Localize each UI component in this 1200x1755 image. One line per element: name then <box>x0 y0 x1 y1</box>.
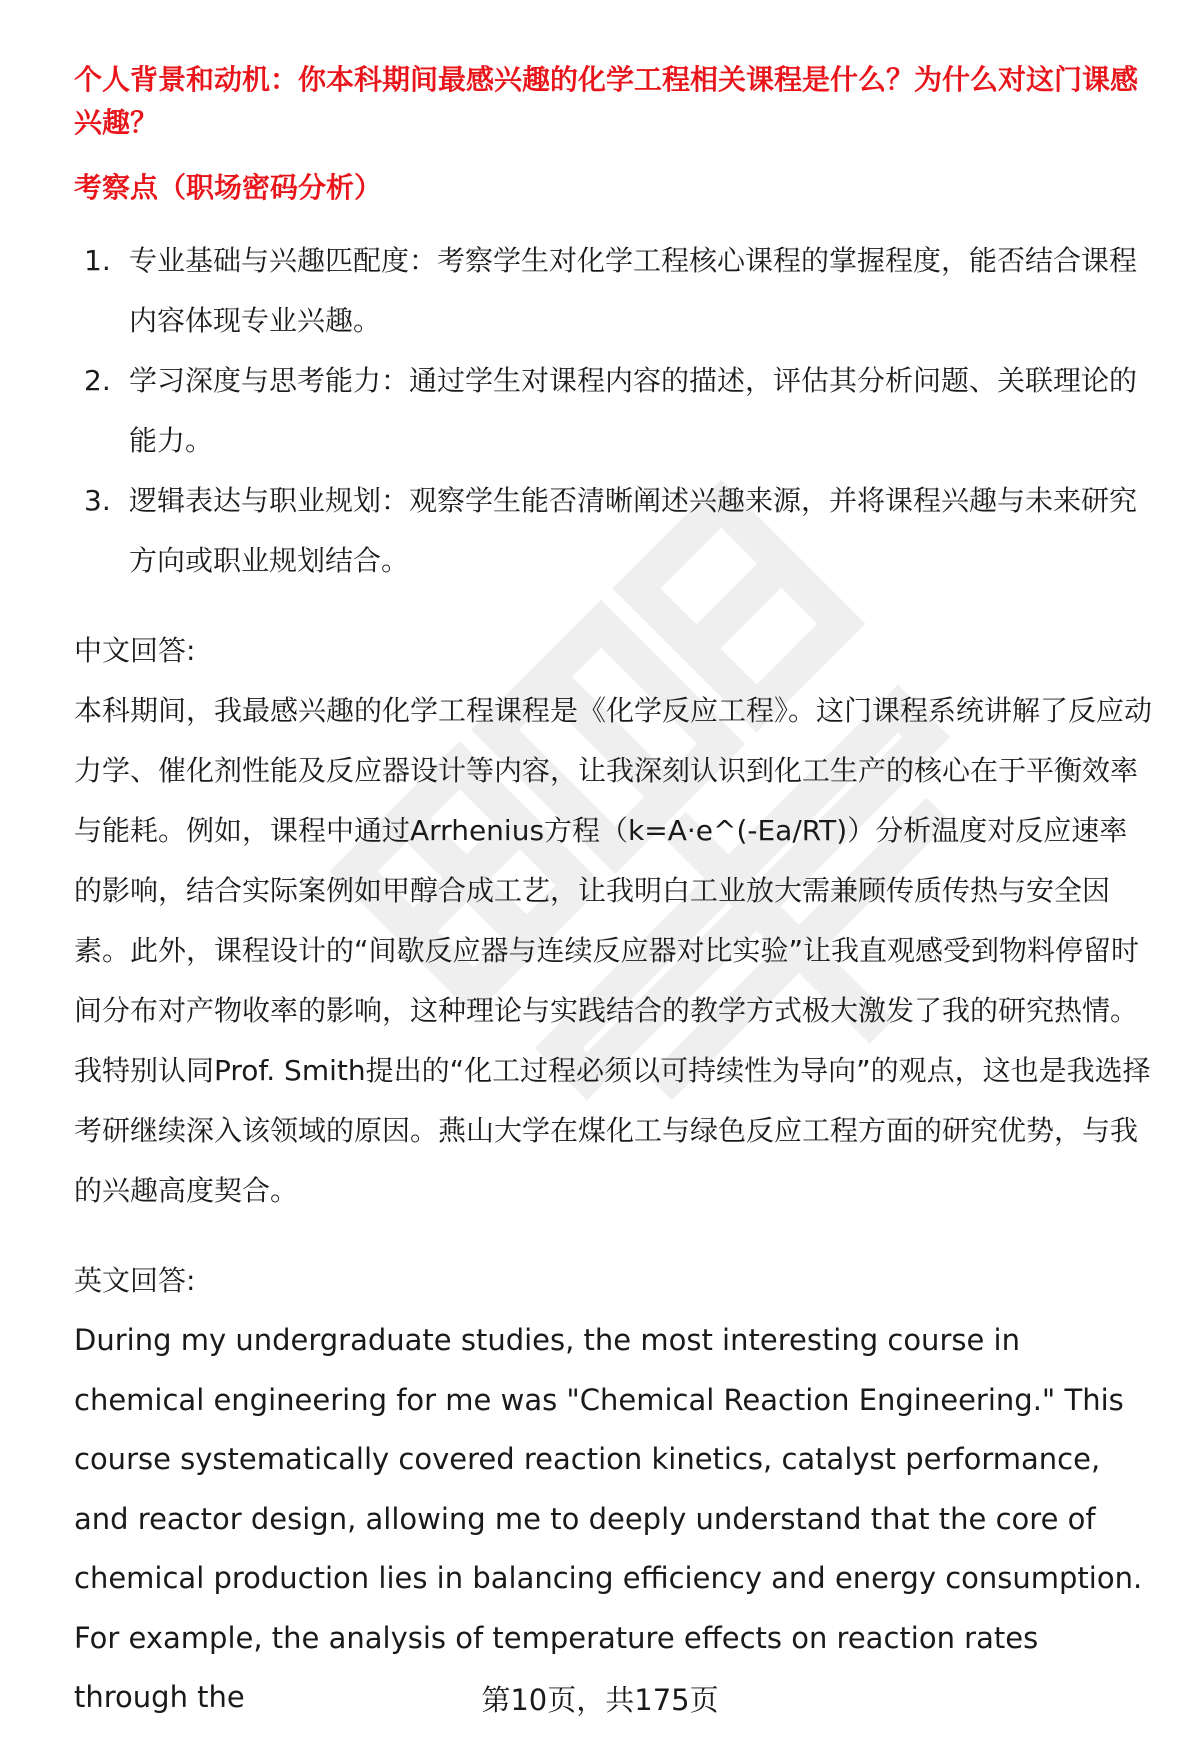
evaluation-points-list <box>74 231 1154 591</box>
english-answer-label: 英文回答: <box>74 1264 196 1297</box>
list-item-number: 2. <box>84 364 111 397</box>
page-number: 第10页，共175页 <box>481 1683 719 1717</box>
list-item <box>74 351 1154 471</box>
list-item-text: 专业基础与兴趣匹配度：考察学生对化学工程核心课程的掌握程度，能否结合课程内容体现专业兴趣。 <box>129 244 1138 337</box>
points-title: 考察点（职场密码分析） <box>74 171 383 204</box>
list-item-text: 逻辑表达与职业规划：观察学生能否清晰阐述兴趣来源，并将课程兴趣与未来研究方向或职业规划结合。 <box>129 484 1138 577</box>
list-item-number: 3. <box>84 484 111 517</box>
list-item-number: 1. <box>84 244 111 277</box>
chinese-answer-text: 本科期间，我最感兴趣的化学工程课程是《化学反应工程》。这门课程系统讲解了反应动力学、催化剂性能及反应器设计等内容，让我深刻认识到化工生产的核心在于平衡效率与能耗。例如，课程中通过Arrhenius方程（k=A·e^(-Ea/RT)）分析温度对反应速率的影响，结合实际案例如甲醇合成工艺，让我明白工业放大需兼顾传质传热与安全因素。此外，课程设计的“间歇反应器与连续反应器对比实验”让我直观感受到物料停留时间分布对产物收率的影响，这种理论与实践结合的教学方式极大激发了我的研究热情。我特别认同Prof. Smith提出的“化工过程必须以可持续性为导向”的观点，这也是我选择考研继续深入该领域的原因。燕山大学在煤化工与绿色反应工程方面的研究优势，与我的兴趣高度契合。 <box>74 694 1153 1207</box>
chinese-answer-label: 中文回答: <box>74 634 196 667</box>
english-answer-text: During my undergraduate studies, the most interesting course in chemical engineering for me was "Chemical Reaction Engineering." This course systematically covered reaction kinetics, catalyst performance, and reactor design, allowing me to deeply understand that the core of chemical production lies in balancing efficiency and energy consumption. For example, the analysis of temperature effects on reaction rates through the <box>74 1323 1143 1714</box>
list-item <box>74 231 1154 351</box>
content <box>74 58 1154 1728</box>
list-item-text: 学习深度与思考能力：通过学生对课程内容的描述，评估其分析问题、关联理论的能力。 <box>129 364 1138 457</box>
list-item <box>74 471 1154 591</box>
question-heading: 个人背景和动机：你本科期间最感兴趣的化学工程相关课程是什么？为什么对这门课感兴趣？ <box>74 63 1139 139</box>
